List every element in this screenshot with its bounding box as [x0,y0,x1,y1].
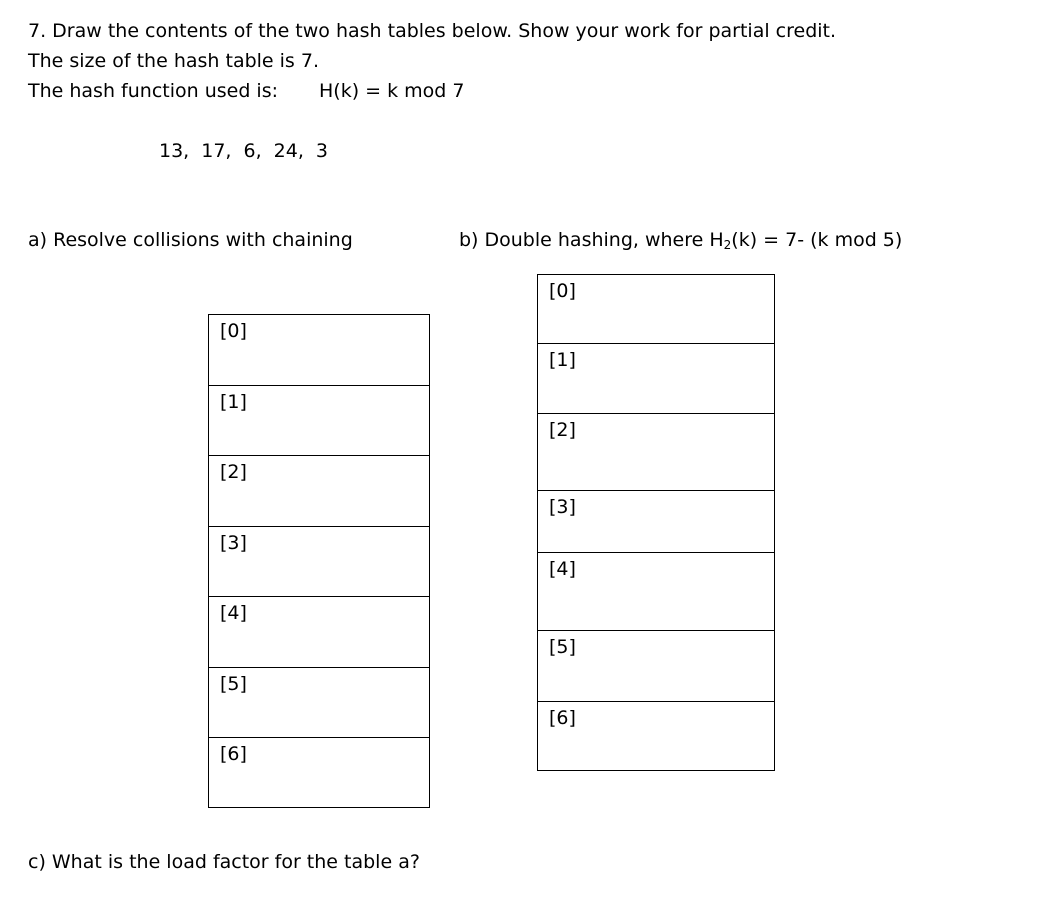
bucket-index-label: [2] [220,461,247,483]
table-row [209,597,429,668]
table-row [538,344,774,414]
bucket-index-label: [0] [220,320,247,342]
table-row [209,456,429,527]
hash-function: H(k) = k mod 7 [319,80,465,102]
table-row [209,527,429,597]
part-c-question: c) What is the load factor for the table a? [28,851,420,873]
bucket-index-label: [6] [220,743,247,765]
table-row [209,315,429,386]
bucket-index-label: [1] [220,391,247,413]
part-b-label [459,229,902,251]
double-hashing-table [537,274,775,771]
bucket-index-label: [3] [549,496,576,518]
bucket-index-label: [2] [549,419,576,441]
table-row [538,491,774,553]
bucket-index-label: [5] [549,636,576,658]
table-row [538,631,774,702]
hash-function-label: The hash function used is: [28,80,279,102]
bucket-index-label: [0] [549,280,576,302]
bucket-index-label: [4] [220,602,247,624]
table-size-statement: The size of the hash table is 7. [28,50,320,72]
bucket-index-label: [6] [549,707,576,729]
part-b-label-subscript: 2 [723,238,732,252]
table-row [538,553,774,631]
bucket-index-label: [1] [549,349,576,371]
bucket-index-label: [3] [220,532,247,554]
bucket-index-label: [4] [549,558,576,580]
table-row [209,668,429,738]
table-row [209,386,429,456]
table-row [538,275,774,344]
part-b-label-suffix: (k) = 7- (k mod 5) [731,229,903,251]
chaining-hash-table [208,314,430,808]
table-row [538,702,774,771]
part-b-label-prefix: b) Double hashing, where H [459,229,724,251]
key-sequence: 13, 17, 6, 24, 3 [159,140,329,162]
bucket-index-label: [5] [220,673,247,695]
table-row [209,738,429,808]
part-a-label: a) Resolve collisions with chaining [28,229,353,251]
question-title: 7. Draw the contents of the two hash tables below. Show your work for partial credit. [28,20,837,42]
table-row [538,414,774,491]
